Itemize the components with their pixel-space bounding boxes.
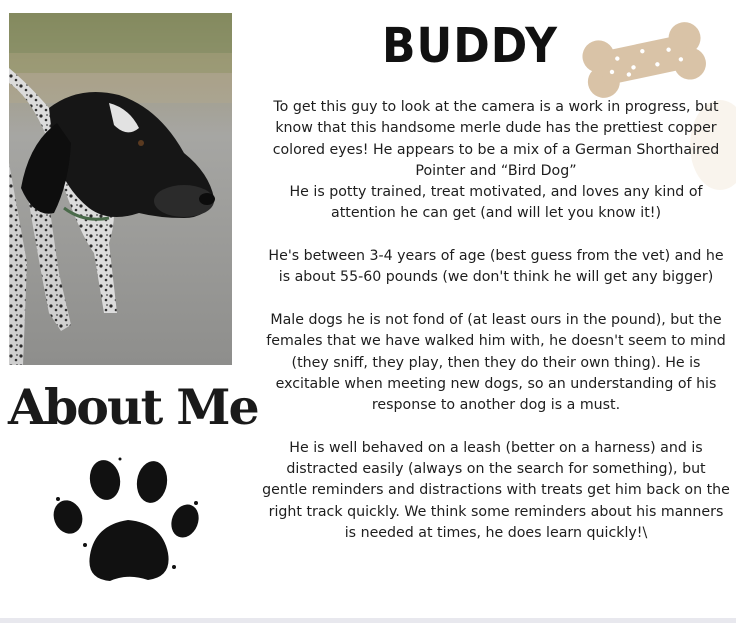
paw-print-icon bbox=[50, 455, 200, 585]
dog-name-title: BUDDY bbox=[382, 18, 558, 75]
about-me-heading: About Me bbox=[8, 378, 258, 436]
bone-icon bbox=[580, 17, 708, 101]
dog-photo bbox=[9, 13, 232, 365]
description-paragraph-2: He is potty trained, treat motivated, and loves any kind of attention he can get (and will let you know it!) bbox=[289, 184, 703, 222]
description-paragraph-3: He's between 3-4 years of age (best guess from the vet) and he is about 55-60 pounds (we don't think he will get any bigger) bbox=[268, 248, 724, 286]
description-paragraph-5: He is well behaved on a leash (better on a harness) and is distracted easily (always on the search for something), but gentle reminders and distractions with treats get him back on the right track quickly. We think some reminders about his manners is needed at times, he does learn quickly!\ bbox=[262, 439, 730, 541]
description bbox=[262, 97, 730, 566]
description-paragraph-1: To get this guy to look at the camera is a work in progress, but know that this handsome merle dude has the prettiest copper colored eyes! He appears to be a mix of a German Shorthaired Pointer and “Bird Dog” bbox=[272, 99, 720, 179]
description-paragraph-4: Male dogs he is not fond of (at least ours in the pound), but the females that we have walked him with, he doesn't seem to mind (they sniff, they play, then they do their own thing). He is excitable when meeting new dogs, so an understanding of his response to another dog is a must. bbox=[266, 311, 726, 414]
bottom-bar bbox=[0, 618, 736, 623]
